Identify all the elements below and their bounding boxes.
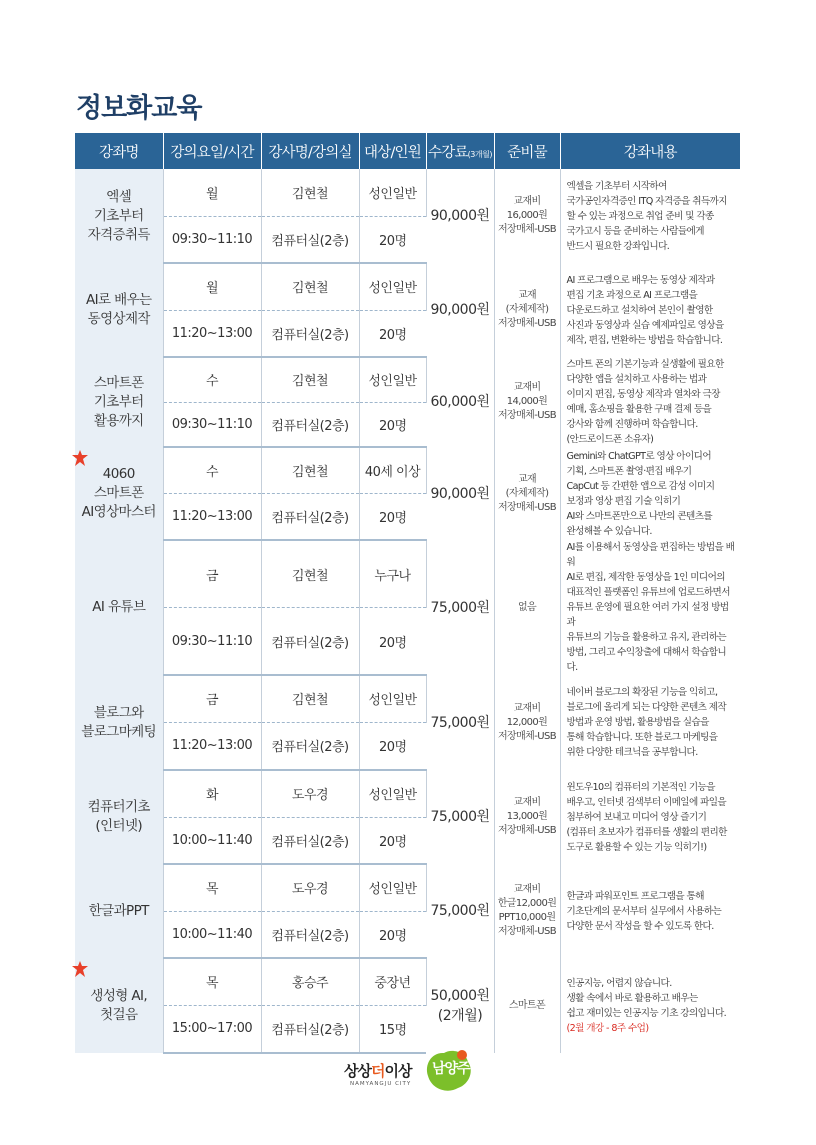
course-supplies: 교재비 13,000원 저장매체-USB xyxy=(494,770,560,864)
table-row xyxy=(75,675,740,722)
course-day: 금 xyxy=(163,540,261,608)
course-room: 컴퓨터실(2층) xyxy=(261,310,359,357)
course-supplies: 교재비 한글12,000원 PPT10,000원 저장매체-USB xyxy=(494,864,560,958)
course-day: 수 xyxy=(163,357,261,402)
course-room: 컴퓨터실(2층) xyxy=(261,911,359,958)
course-instructor: 김현철 xyxy=(261,675,359,722)
course-instructor: 도우경 xyxy=(261,864,359,911)
course-time: 09:30~11:10 xyxy=(163,402,261,447)
course-description xyxy=(560,357,740,447)
course-target: 중장년 xyxy=(359,958,426,1005)
course-count: 20명 xyxy=(359,216,426,263)
course-day: 금 xyxy=(163,675,261,722)
namyangju-logo xyxy=(338,1046,478,1094)
course-instructor: 김현철 xyxy=(261,540,359,608)
course-fee: 50,000원 (2개월) xyxy=(426,958,494,1053)
course-description-text: 엑셀을 기초부터 시작하여 국가공인자격증인 ITQ 자격증을 취득까지 할 수 있는 과정으로 취업 준비 및 각종 국가고시 등을 준비하는 사람들에게 반드시 필요한 강좌입니다. xyxy=(566,180,727,252)
logo-slogan xyxy=(344,1060,411,1081)
course-count: 20명 xyxy=(359,310,426,357)
course-count: 20명 xyxy=(359,402,426,447)
header-fee xyxy=(426,133,494,169)
course-name-text: 블로그와 블로그마케팅 xyxy=(81,704,157,740)
course-target: 성인일반 xyxy=(359,675,426,722)
course-target: 누구나 xyxy=(359,540,426,608)
course-supplies: 교재비 16,000원 저장매체-USB xyxy=(494,169,560,263)
table-row xyxy=(75,169,740,216)
course-count: 15명 xyxy=(359,1005,426,1053)
logo-city-ko: 남양주 xyxy=(432,1061,470,1077)
course-count: 20명 xyxy=(359,722,426,770)
course-name xyxy=(75,263,163,357)
course-instructor: 홍승주 xyxy=(261,958,359,1005)
course-fee: 90,000원 xyxy=(426,263,494,357)
course-instructor: 김현철 xyxy=(261,357,359,402)
course-name-text: 엑셀 기초부터 자격증취득 xyxy=(87,188,150,243)
course-time: 10:00~11:40 xyxy=(163,911,261,958)
table-row xyxy=(75,864,740,911)
course-target: 성인일반 xyxy=(359,770,426,817)
table-row xyxy=(75,770,740,817)
course-fee: 75,000원 xyxy=(426,864,494,958)
course-fee: 75,000원 xyxy=(426,675,494,770)
logo-slogan-a: 상상 xyxy=(344,1062,371,1080)
course-name xyxy=(75,540,163,675)
page-title: 정보화교육 xyxy=(76,93,202,124)
course-day: 월 xyxy=(163,169,261,216)
course-time: 11:20~13:00 xyxy=(163,722,261,770)
course-room: 컴퓨터실(2층) xyxy=(261,817,359,864)
header-content: 강좌내용 xyxy=(560,133,740,169)
course-room: 컴퓨터실(2층) xyxy=(261,608,359,676)
course-description xyxy=(560,675,740,770)
course-room: 컴퓨터실(2층) xyxy=(261,493,359,540)
header-target: 대상/인원 xyxy=(359,133,426,169)
table-row xyxy=(75,263,740,310)
course-description-text: AI 프로그램으로 배우는 동영상 제작과 편집 기초 과정으로 AI 프로그램을 다운로드하고 설치하여 본인이 촬영한 사진과 동영상과 실습 예제파일로 영상을 제작, 편집, 변환하는 방법을 학습합니다. xyxy=(566,274,724,346)
course-description-text: 스마트 폰의 기본기능과 실생활에 필요한 다양한 앱을 설치하고 사용하는 법과 이미지 편집, 동영상 제작과 열차와 극장 예매, 홈쇼핑을 활용한 구매 결제 등을 강사와 함께 진행하며 학습합니다. (안드로이드폰 소유자) xyxy=(566,359,724,445)
logo-slogan-c: 이상 xyxy=(384,1062,412,1080)
course-fee: 60,000원 xyxy=(426,357,494,447)
course-description-text: 윈도우10의 컴퓨터의 기본적인 기능을 배우고, 인터넷 검색부터 이메일에 파일을 첨부하여 보내고 미디어 영상 즐기기 (컴퓨터 초보자가 컴퓨터를 생활의 편리한 도구로 활용할 수 있는 기능 익히기!) xyxy=(566,781,727,853)
course-description-text: 인공지능, 어렵지 않습니다. 생활 속에서 바로 활용하고 배우는 쉽고 재미있는 인공지능 기초 강의입니다. xyxy=(566,977,727,1019)
course-fee: 75,000원 xyxy=(426,540,494,675)
course-target: 성인일반 xyxy=(359,357,426,402)
table-header-row xyxy=(75,133,740,169)
course-instructor: 도우경 xyxy=(261,770,359,817)
course-fee: 75,000원 xyxy=(426,770,494,864)
course-time: 11:20~13:00 xyxy=(163,493,261,540)
course-day: 화 xyxy=(163,770,261,817)
course-name-text: 생성형 AI, 첫걸음 xyxy=(90,987,148,1023)
course-description xyxy=(560,169,740,263)
course-description xyxy=(560,263,740,357)
course-name-text: 컴퓨터기초 (인터넷) xyxy=(87,799,150,834)
course-supplies: 교재 (자체제작) 저장매체-USB xyxy=(494,447,560,540)
course-name xyxy=(75,169,163,263)
course-time: 09:30~11:10 xyxy=(163,216,261,263)
course-supplies: 없음 xyxy=(494,540,560,675)
course-description xyxy=(560,770,740,864)
course-room: 컴퓨터실(2층) xyxy=(261,1005,359,1053)
course-day: 목 xyxy=(163,864,261,911)
logo-city-en: NAMYANGJU CITY xyxy=(350,1081,412,1087)
course-time: 11:20~13:00 xyxy=(163,310,261,357)
course-room: 컴퓨터실(2층) xyxy=(261,216,359,263)
header-fee-note: (3개월) xyxy=(467,149,492,159)
header-instructor: 강사명/강의실 xyxy=(261,133,359,169)
course-count: 20명 xyxy=(359,608,426,676)
course-target: 성인일반 xyxy=(359,263,426,310)
course-name xyxy=(75,447,163,540)
course-count: 20명 xyxy=(359,493,426,540)
course-supplies: 스마트폰 xyxy=(494,958,560,1053)
course-supplies: 교재비 12,000원 저장매체-USB xyxy=(494,675,560,770)
course-room: 컴퓨터실(2층) xyxy=(261,402,359,447)
header-schedule: 강의요일/시간 xyxy=(163,133,261,169)
course-name-text: AI로 배우는 동영상제작 xyxy=(86,292,152,327)
course-time: 15:00~17:00 xyxy=(163,1005,261,1053)
course-description xyxy=(560,540,740,675)
course-day: 목 xyxy=(163,958,261,1005)
table-row xyxy=(75,540,740,608)
course-supplies: 교재 (자체제작) 저장매체-USB xyxy=(494,263,560,357)
course-name-text: 한글과PPT xyxy=(88,902,149,919)
course-count: 20명 xyxy=(359,817,426,864)
course-name xyxy=(75,958,163,1053)
course-description xyxy=(560,864,740,958)
course-description-text: 네이버 블로그의 확장된 기능을 익히고, 블로그에 올리게 되는 다양한 콘텐츠 제작 방법과 운영 방법, 활용방법을 실습을 통해 학습합니다. 또한 블로그 마케팅을 위한 다양한 테크닉을 공부합니다. xyxy=(566,687,727,758)
logo-slogan-b: 더 xyxy=(370,1062,385,1080)
course-description-text: 한글과 파워포인트 프로그램을 통해 기초단계의 문서부터 실무에서 사용하는 다양한 문서 작성을 할 수 있도록 한다. xyxy=(566,890,722,932)
course-name xyxy=(75,770,163,864)
new-badge-icon xyxy=(72,961,88,977)
header-fee-label: 수강료 xyxy=(428,144,468,161)
course-fee: 90,000원 xyxy=(426,447,494,540)
course-instructor: 김현철 xyxy=(261,169,359,216)
course-day: 수 xyxy=(163,447,261,493)
table-row xyxy=(75,447,740,493)
course-target: 40세 이상 xyxy=(359,447,426,493)
course-target: 성인일반 xyxy=(359,864,426,911)
course-instructor: 김현철 xyxy=(261,447,359,493)
course-supplies: 교재비 14,000원 저장매체-USB xyxy=(494,357,560,447)
course-table xyxy=(75,133,740,1054)
course-count: 20명 xyxy=(359,911,426,958)
course-name xyxy=(75,864,163,958)
course-target: 성인일반 xyxy=(359,169,426,216)
course-name xyxy=(75,357,163,447)
course-description xyxy=(560,447,740,540)
new-badge-icon xyxy=(72,450,88,466)
course-fee: 90,000원 xyxy=(426,169,494,263)
course-name-text: AI 유튜브 xyxy=(92,599,146,615)
course-instructor: 김현철 xyxy=(261,263,359,310)
table-row xyxy=(75,958,740,1005)
course-name xyxy=(75,675,163,770)
course-description-text: Gemini와 ChatGPT로 영상 아이디어 기획, 스마트폰 촬영·편집 배우기 CapCut 등 간편한 앱으로 감성 이미지 보정과 영상 편집 기술 익히기 AI와 스마트폰만으로 나만의 콘텐츠를 완성해볼 수 있습니다. xyxy=(566,450,715,537)
course-name-text: 스마트폰 기초부터 활용까지 xyxy=(93,374,144,429)
course-room: 컴퓨터실(2층) xyxy=(261,722,359,770)
course-day: 월 xyxy=(163,263,261,310)
header-supplies: 준비물 xyxy=(494,133,560,169)
table-row xyxy=(75,357,740,402)
course-name-text: 4060 스마트폰 AI영상마스터 xyxy=(81,466,156,520)
course-description-text: AI를 이용해서 동영상을 편집하는 방법을 배워 AI로 편집, 제작한 동영상을 1인 미디어의 대표적인 플랫폼인 유튜브에 업로드하면서 유튜브 운영에 필요한 여러 가지 설정 방법과 유튜브의 기능을 활용하고 유지, 관리하는 방법, 그리고 수익창출에 대해서 학습합니다. xyxy=(566,542,735,673)
course-note: (2월 개강 - 8주 수업) xyxy=(566,1022,649,1034)
header-name: 강좌명 xyxy=(75,133,163,169)
course-description xyxy=(560,958,740,1053)
course-time: 10:00~11:40 xyxy=(163,817,261,864)
course-time: 09:30~11:10 xyxy=(163,608,261,676)
